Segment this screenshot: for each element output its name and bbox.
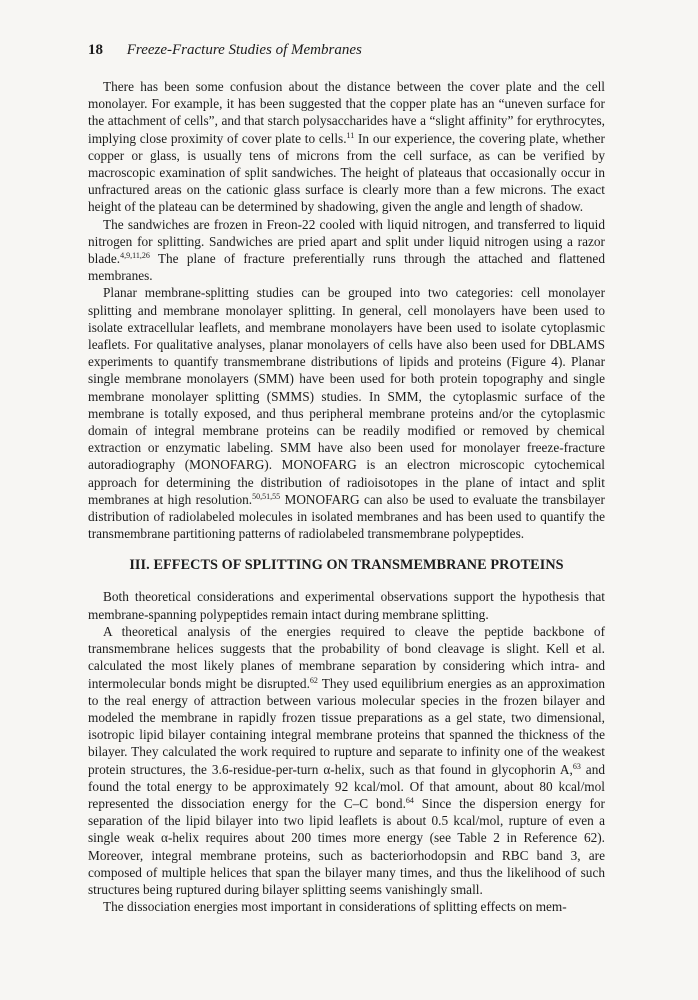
body-text: [88, 78, 605, 915]
text-run: In our experience, the covering plate, whether copper or glass, is usually tens of microns from the cell surface, as can be verified by macroscopic examination of split sandwiches. The height of plateaus that occasionally occur in unfractured areas on the cationic glass surface is clearly more than a few microns. The exact height of the plateau can be determined by shadowing, given the angle and length of shadow.: [88, 130, 605, 215]
text-run: Both theoretical considerations and experimental observations support the hypothesis that membrane-spanning polypeptides remain intact during membrane splitting.: [88, 589, 605, 622]
running-title: Freeze-Fracture Studies of Membranes: [126, 42, 362, 58]
text-run: and found the total energy to be approximately 92 kcal/mol. Of that amount, about 80 kcal/mol represented the dissociation energy for the C–C bond.: [88, 761, 606, 811]
paragraph: [88, 284, 605, 542]
citation-superscript: 64: [405, 795, 414, 805]
text-run: The sandwiches are frozen in Freon-22 cooled with liquid nitrogen, and transferred to liquid nitrogen for splitting. Sandwiches are pried apart and split under liquid nitrogen using a razor blade.: [88, 216, 605, 267]
text-run: A theoretical analysis of the energies required to cleave the peptide backbone of transmembrane helices suggests that the probability of bond cleavage is slight. Kell et al. calculated the most likely planes of membrane separation by considering which intra- and intermolecular bonds might be disrupted.: [88, 623, 605, 691]
text-run: Since the dispersion energy for separation of the lipid bilayer into two lipid leaflets is about 0.5 kcal/mol, rupture of even a single weak α-helix requires about 200 times more energy (see Table 2 in Reference 62). Moreover, integral membrane proteins, such as bacteriorhodopsin and RBC band 3, are composed of multiple helices that span the bilayer many times, and thus the likelihood of such structures being ruptured during bilayer splitting seems vanishingly small.: [88, 795, 605, 897]
paragraph: [88, 216, 605, 285]
text-run: They used equilibrium energies as an approximation to the real energy of attraction between various molecular species in the frozen bilayer and modeled the membrane in rapidly frozen tissue preparations as a gel state, two dimensional, isotropic lipid bilayer containing integral membrane proteins that spanned the thickness of the bilayer. They calculated the work required to rupture and separate to infinity one of the weakest protein structures, the 3.6-residue-per-turn α-helix, such as that found in glycophorin A,: [88, 675, 605, 777]
citation-superscript: 50,51,55: [252, 491, 281, 501]
citation-superscript: 4,9,11,26: [120, 251, 150, 261]
page-number: 18: [88, 42, 103, 58]
paragraph: [88, 623, 605, 898]
citation-superscript: 62: [309, 675, 318, 685]
paragraph: [88, 898, 605, 915]
citation-superscript: 11: [346, 130, 355, 140]
running-head: [88, 40, 362, 60]
text-run: The plane of fracture preferentially runs through the attached and flattened membranes.: [88, 251, 605, 284]
text-run: The dissociation energies most important in considerations of splitting effects on mem-: [103, 899, 567, 915]
text-run: MONOFARG can also be used to evaluate the transbilayer distribution of radiolabeled molecules in isolated membranes and has been used to quantify the transmembrane partitioning patterns of radiolabeled transmembrane polypeptides.: [88, 491, 605, 542]
section-heading: III. EFFECTS OF SPLITTING ON TRANSMEMBRANE PROTEINS: [129, 557, 564, 574]
text-run: There has been some confusion about the distance between the cover plate and the cell monolayer. For example, it has been suggested that the copper plate has an “uneven surface for the attachment of cells”, and that starch polysaccharides have a “slight affinity” for erythrocytes, implying close proximity of cover plate to cells.: [88, 79, 605, 146]
paragraph: [88, 78, 605, 216]
citation-superscript: 63: [572, 761, 581, 771]
text-run: Planar membrane-splitting studies can be grouped into two categories: cell monolayer splitting and membrane monolayer splitting. In general, cell monolayers have been used to isolate extracellular leaflets, and membrane monolayers have been used to isolate cytoplasmic leaflets. For qualitative analyses, planar monolayers of cells have also been used for DBLAMS experiments to quantify transmembrane distributions of lipids and proteins (Figure 4). Planar single membrane monolayers (SMM) have been used for both protein topography and single membrane monolayer splitting (SMMS) studies. In SMM, the cytoplasmic surface of the membrane is totally exposed, and thus peripheral membrane proteins and/or the cytoplasmic domain of integral membrane proteins can be readily modified or removed by chemical extraction or enzymatic labeling. SMM have also been used for monolayer freeze-fracture autoradiography (MONOFARG). MONOFARG is an electron microscopic cytochemical approach for determining the distribution of radioisotopes in the plane of intact and split membranes at high resolution.: [88, 285, 605, 507]
paragraph: [88, 588, 605, 622]
